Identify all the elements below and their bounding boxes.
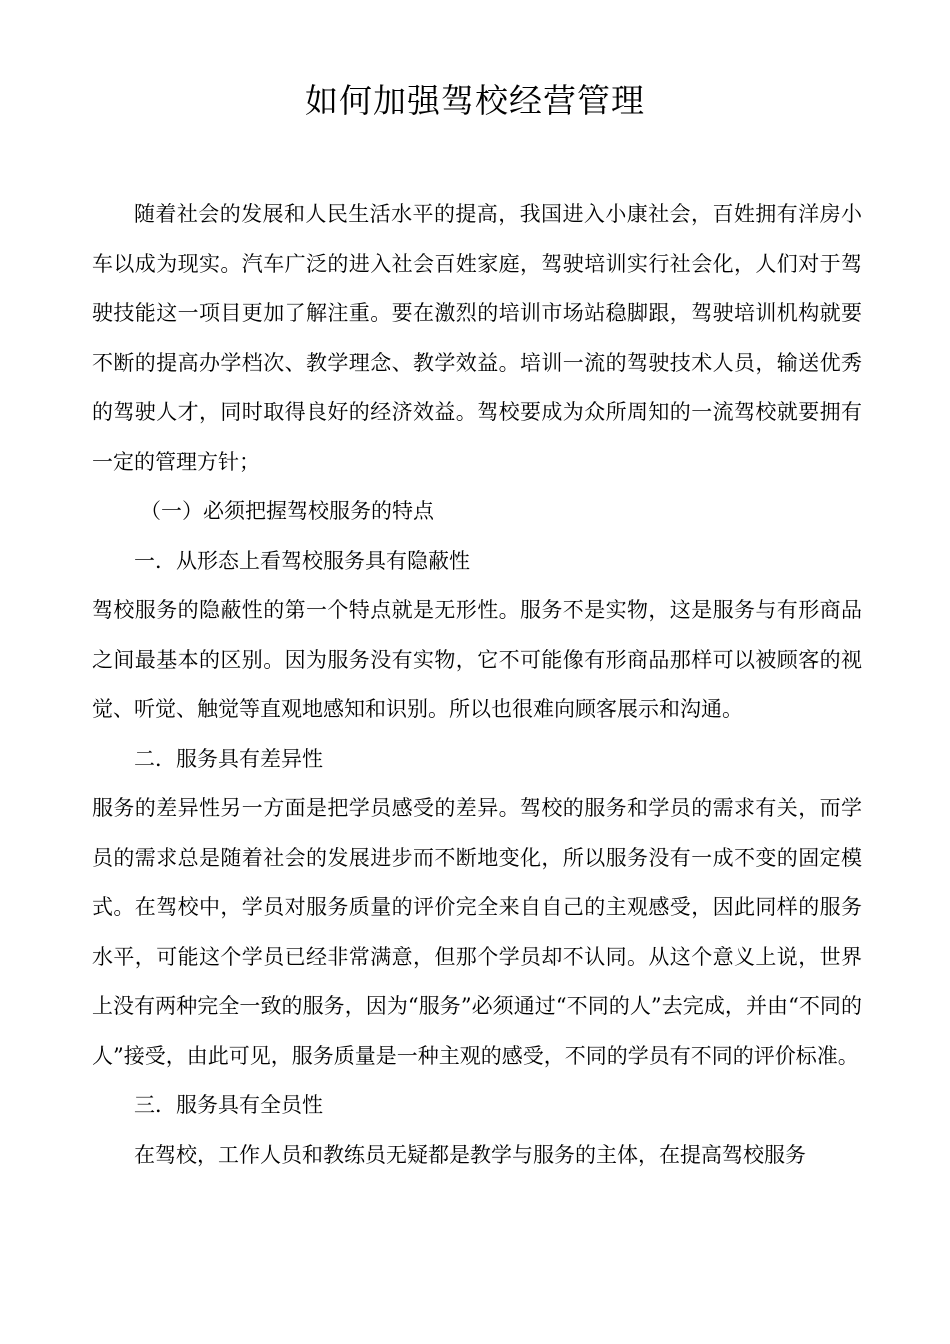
subheading-2: 二．服务具有差异性 — [134, 746, 323, 771]
paragraph-difference: 服务的差异性另一方面是把学员感受的差异。驾校的服务和学员的需求有关，而学员的需求总是随着社会的发展进步而不断地变化，所以服务没有一成不变的固定模式。在驾校中，学员对服务质量的评价完全来自自己的主观感受，因此同样的服务水平，可能这个学员已经非常满意，但那个学员却不认同。从这个意义上说，世界上没有两种完全一致的服务，因为“服务”必须通过“不同的人”去完成，并由“不同的人”接受，由此可见，服务质量是一种主观的感受，不同的学员有不同的评价标准。 — [92, 796, 862, 1068]
document-title: 如何加强驾校经营管理 — [305, 81, 645, 120]
section-heading-1: （一）必须把握驾校服务的特点 — [140, 499, 434, 523]
subheading-3: 三．服务具有全员性 — [134, 1093, 323, 1117]
paragraph-concealment: 驾校服务的隐蔽性的第一个特点就是无形性。服务不是实物，这是服务与有形商品之间最基本的区别。因为服务没有实物，它不可能像有形商品那样可以被顾客的视觉、听觉、触觉等直观地感知和识别。所以也很难向顾客展示和沟通。 — [92, 598, 862, 721]
paragraph-intro: 随着社会的发展和人民生活水平的提高，我国进入小康社会，百姓拥有洋房小车以成为现实。汽车广泛的进入社会百姓家庭，驾驶培训实行社会化，人们对于驾驶技能这一项目更加了解注重。要在激烈的培训市场站稳脚跟，驾驶培训机构就要不断的提高办学档次、教学理念、教学效益。培训一流的驾驶技术人员，输送优秀的驾驶人才，同时取得良好的经济效益。驾校要成为众所周知的一流驾校就要拥有一定的管理方针； — [92, 202, 862, 474]
paragraph-all-staff: 在驾校，工作人员和教练员无疑都是教学与服务的主体，在提高驾校服务 — [134, 1142, 806, 1167]
document-body — [92, 190, 862, 1180]
subheading-1: 一．从形态上看驾校服务具有隐蔽性 — [134, 548, 470, 573]
